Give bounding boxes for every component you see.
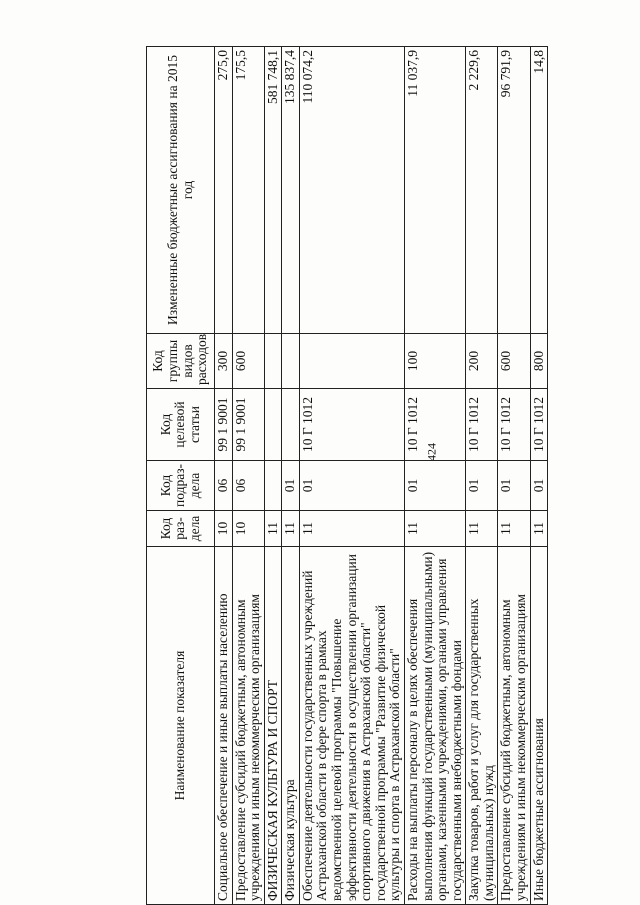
header-target: Код целевой статьи (147, 389, 215, 461)
cell-subsection: 06 (215, 461, 233, 511)
table-row (264, 47, 282, 905)
cell-amount: 135 837,4 (282, 47, 300, 334)
page-number: 424 (424, 443, 439, 461)
header-section: Код раз-дела (147, 511, 215, 547)
cell-section: 10 (232, 511, 264, 547)
cell-name: Закупка товаров, работ и услуг для государственных (муниципальных) нужд (466, 547, 498, 905)
cell-amount: 110 074,2 (299, 47, 404, 334)
cell-subsection: 01 (282, 461, 300, 511)
cell-subsection: 01 (498, 461, 530, 511)
cell-subsection: 01 (404, 461, 465, 511)
table-row (530, 47, 548, 905)
cell-target (264, 389, 282, 461)
cell-target (282, 389, 300, 461)
budget-table-rotated (146, 47, 546, 905)
table-row (232, 47, 264, 905)
cell-section: 11 (264, 511, 282, 547)
cell-group: 300 (215, 334, 233, 389)
cell-section: 11 (498, 511, 530, 547)
cell-amount: 175,5 (232, 47, 264, 334)
header-group: Код группы видов расходов (147, 334, 215, 389)
cell-section: 10 (215, 511, 233, 547)
table-row (215, 47, 233, 905)
cell-group (299, 334, 404, 389)
cell-target: 10 Г 1012 (530, 389, 548, 461)
cell-name: Обеспечение деятельности государственных учреждений Астраханской области в сфере спорта в рамках ведомственной целевой программы "Повышение эффективности деятельности в осуществлении организации спортивного движения в Астраханской области" государственной программы "Развитие физической культуры и спорта в Астраханской области" (299, 547, 404, 905)
cell-subsection: 01 (299, 461, 404, 511)
cell-amount: 14,8 (530, 47, 548, 334)
cell-target: 99 1 9001 (215, 389, 233, 461)
cell-amount: 11 037,9 (404, 47, 465, 334)
cell-name: ФИЗИЧЕСКАЯ КУЛЬТУРА И СПОРТ (264, 547, 282, 905)
table-row (282, 47, 300, 905)
cell-subsection: 01 (530, 461, 548, 511)
cell-name: Предоставление субсидий бюджетным, автономным учреждениям и иным некоммерческим организациям (232, 547, 264, 905)
cell-name: Расходы на выплаты персоналу в целях обеспечения выполнения функций государственными (муниципальными) органами, казенными учреждениями, органами управления государственными внебюджетными фондами (404, 547, 465, 905)
cell-section: 11 (404, 511, 465, 547)
cell-section: 11 (466, 511, 498, 547)
cell-target: 99 1 9001 (232, 389, 264, 461)
cell-target: 10 Г 1012 (466, 389, 498, 461)
budget-table (146, 46, 548, 905)
header-amount: Измененные бюджетные ассигнования на 2015 год (147, 47, 215, 334)
cell-target: 10 Г 1012 (498, 389, 530, 461)
cell-group: 600 (498, 334, 530, 389)
cell-name: Социальное обеспечение и иные выплаты населению (215, 547, 233, 905)
table-row (299, 47, 404, 905)
cell-name: Физическая культура (282, 547, 300, 905)
cell-target: 10 Г 1012 (299, 389, 404, 461)
cell-group: 600 (232, 334, 264, 389)
cell-subsection: 01 (466, 461, 498, 511)
cell-group (282, 334, 300, 389)
table-row (498, 47, 530, 905)
cell-amount: 275,0 (215, 47, 233, 334)
cell-amount: 2 229,6 (466, 47, 498, 334)
cell-group (264, 334, 282, 389)
header-subsection: Код подраз-дела (147, 461, 215, 511)
cell-section: 11 (299, 511, 404, 547)
cell-section: 11 (530, 511, 548, 547)
cell-target: 10 Г 1012 (404, 389, 465, 461)
header-name: Наименование показателя (147, 547, 215, 905)
table-row (404, 47, 465, 905)
cell-group: 200 (466, 334, 498, 389)
cell-amount: 96 791,9 (498, 47, 530, 334)
cell-group: 100 (404, 334, 465, 389)
cell-name: Предоставление субсидий бюджетным, автономным учреждениям и иным некоммерческим организациям (498, 547, 530, 905)
cell-group: 800 (530, 334, 548, 389)
cell-section: 11 (282, 511, 300, 547)
cell-subsection (264, 461, 282, 511)
header-row (147, 47, 215, 905)
table-row (466, 47, 498, 905)
cell-amount: 581 748,1 (264, 47, 282, 334)
cell-name: Иные бюджетные ассигнования (530, 547, 548, 905)
cell-subsection: 06 (232, 461, 264, 511)
